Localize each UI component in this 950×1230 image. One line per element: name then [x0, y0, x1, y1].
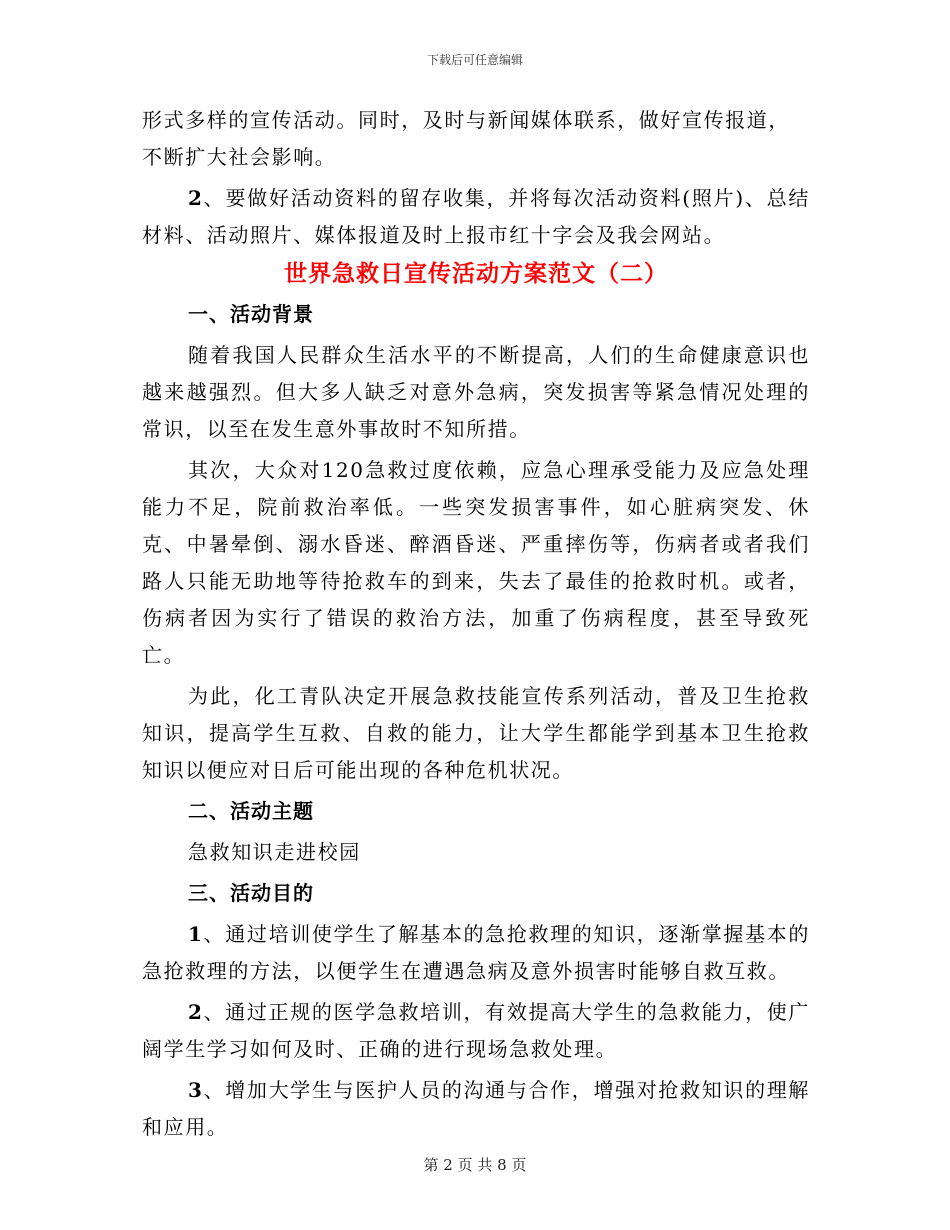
background-paragraph-1: 随着我国人民群众生活水平的不断提高，人们的生命健康意识也越来越强烈。但大多人缺乏对意外急病，突发损害等紧急情况处理的常识，以至在发生意外事故时不知所措。: [142, 343, 810, 441]
document-body: [142, 102, 810, 1146]
heading-background: 一、活动背景: [188, 302, 314, 326]
list-number: 2: [188, 186, 204, 210]
section-title: 世界急救日宣传活动方案范文（二）: [284, 260, 668, 287]
purpose-item-2: [142, 994, 810, 1068]
purpose-item-1: [142, 916, 810, 990]
list-item-text: 、通过培训使学生了解基本的急抢救理的知识，逐渐掌握基本的急抢救理的方法，以便学生在遭遇急病及意外损害时能够自救互救。: [142, 922, 810, 983]
prev-list-item-2: [142, 180, 810, 254]
list-item-text: 、增加大学生与医护人员的沟通与合作，增强对抢救知识的理解和应用。: [142, 1078, 810, 1139]
theme-text: 急救知识走进校园: [188, 840, 361, 864]
list-number: 3: [188, 1078, 204, 1102]
background-paragraph-3: 为此，化工青队决定开展急救技能宣传系列活动，普及卫生抢救知识，提高学生互救、自救的能力，让大学生都能学到基本卫生抢救知识以便应对日后可能出现的各种危机状况。: [142, 684, 810, 782]
list-number: 1: [188, 922, 204, 946]
list-number: 2: [188, 1000, 204, 1024]
page-header-note: 下载后可任意编辑: [426, 53, 523, 67]
heading-purpose: 三、活动目的: [188, 881, 314, 905]
list-item-text: 、通过正规的医学急救培训，有效提高大学生的急救能力，使广阔学生学习如何及时、正确的进行现场急救处理。: [142, 1000, 810, 1061]
heading-theme: 二、活动主题: [188, 799, 314, 823]
prev-paragraph-line-2: 不断扩大社会影响。: [142, 145, 337, 169]
purpose-item-3: [142, 1072, 810, 1146]
background-paragraph-2: 其次，大众对120急救过度依赖，应急心理承受能力及应急处理能力不足，院前救治率低。一些突发损害事件，如心脏病突发、休克、中暑晕倒、溺水昏迷、醉酒昏迷、严重摔伤等，伤病者或者我们路人只能无助地等待抢救车的到来，失去了最佳的抢救时机。或者，伤病者因为实行了错误的救治方法，加重了伤病程度，甚至导致死亡。: [142, 458, 810, 667]
prev-paragraph-line-1: 形式多样的宣传活动。同时，及时与新闻媒体联系，做好宣传报道，: [142, 108, 790, 132]
list-item-text: 、要做好活动资料的留存收集，并将每次活动资料(照片)、总结材料、活动照片、媒体报道及时上报市红十字会及我会网站。: [142, 186, 810, 247]
page-number-footer: 第 2 页 共 8 页: [423, 1156, 527, 1174]
